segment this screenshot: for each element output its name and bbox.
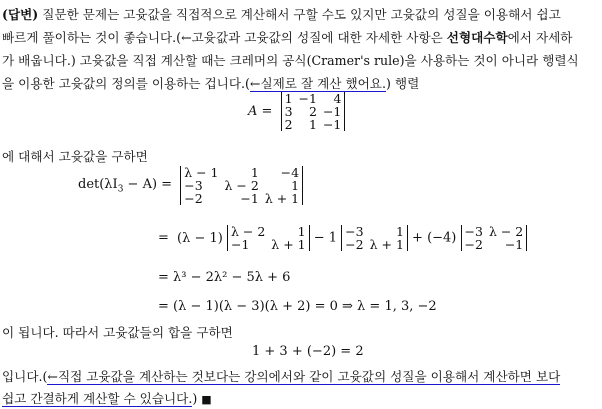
matrix-cell: −3 <box>464 224 483 239</box>
qed-mark: ■ <box>201 393 212 406</box>
line-text: 이 됩니다. 따라서 고윳값들의 합을 구하면 <box>2 325 233 340</box>
matrix-cell: 1 <box>291 178 300 193</box>
line-text: 을 이용한 고윳값의 정의를 이용하는 겁니다.( <box>2 76 250 91</box>
emphasis-linear-algebra: 선형대수학 <box>446 30 508 45</box>
matrix-cell: −1 <box>231 237 250 252</box>
sum-equation <box>252 344 364 359</box>
matrix-row <box>342 238 408 251</box>
det-lhs-sub: 3 <box>117 184 124 195</box>
matrix-cell: −2 <box>464 237 483 252</box>
factored-line <box>158 299 437 314</box>
det-lhs <box>78 176 173 195</box>
line-text: 입니다.( <box>2 369 48 384</box>
matrix-cell: 4 <box>333 91 342 106</box>
matrix-row <box>181 192 303 205</box>
paragraph-line-1 <box>2 4 561 23</box>
determinant-equation <box>78 166 303 205</box>
paragraph-line-8 <box>2 388 212 407</box>
matrix-cell: λ + 1 <box>264 191 300 206</box>
matrix-cell: −1 <box>322 117 342 132</box>
matrix-cell: 1 <box>395 224 404 239</box>
matrix-cell: 2 <box>309 104 317 119</box>
paragraph-line-2 <box>2 27 572 46</box>
matrix-cell: 1 <box>309 117 317 132</box>
minor-2 <box>341 225 408 251</box>
matrix-cell: λ + 1 <box>271 237 306 252</box>
answer-label: (답변) <box>2 7 39 22</box>
matrix-cell: λ − 1 <box>184 165 219 180</box>
matrix-cell: −3 <box>345 224 364 239</box>
paragraph-line-6 <box>2 322 233 341</box>
line-text: 에 대해서 고윳값을 구하면 <box>2 149 148 164</box>
line-text: 빠르게 풀이하는 것이 좋습니다.(←고윳값과 고윳값의 성질에 대한 자세한 사항은 <box>2 30 447 45</box>
sum-text: 1 + 3 + (−2) = 2 <box>252 344 364 359</box>
underlined-note: ←실제로 잘 계산 했어요. <box>249 76 386 91</box>
equals-sign: = <box>158 230 169 246</box>
underlined-note-2: 쉽고 간결하게 계산할 수 있습니다. <box>2 391 193 406</box>
matrix-cell: −2 <box>184 191 203 206</box>
matrix-cell: −3 <box>184 178 203 193</box>
underlined-note-1: ←직접 고윳값을 계산하는 것보다는 강의에서와 같이 고윳값의 성질을 이용해서 계산하면 보다 <box>47 369 561 384</box>
det-lhs-end: − A) = <box>123 176 173 192</box>
coefficient-3: + (−4) <box>412 230 457 246</box>
line-text: ) 행렬 <box>385 76 420 91</box>
minor-1 <box>227 225 310 251</box>
paragraph-line-3 <box>2 50 579 69</box>
matrix-row <box>281 118 345 131</box>
matrix-row <box>228 238 310 251</box>
matrix-a-equation <box>248 92 345 131</box>
matrix-cell: 1 <box>284 91 293 106</box>
matrix-cell: λ − 2 <box>224 178 259 193</box>
line-text: 가 배웁니다.) 고윳값을 직접 계산할 때는 크레머의 공식(Cramer's rule)을 사용하는 것이 아니라 행렬식 <box>2 53 579 68</box>
matrix-a <box>281 92 346 131</box>
matrix-a-lhs: A = <box>248 104 273 119</box>
matrix-cell: 1 <box>297 224 306 239</box>
line-text: 질문한 문제는 고윳값을 직접적으로 계산해서 구할 수도 있지만 고윳값의 성질을 이용해서 쉽고 <box>38 7 561 22</box>
matrix-cell: λ − 2 <box>231 224 266 239</box>
matrix-cell: −1 <box>298 91 317 106</box>
line-text: 에서 자세하 <box>507 30 573 45</box>
det-lhs-text: det(λI <box>78 176 118 192</box>
cofactor-expansion <box>158 225 527 251</box>
matrix-cell: −4 <box>280 165 300 180</box>
minor-3 <box>461 225 528 251</box>
paragraph-line-7 <box>2 366 560 385</box>
matrix-cell: −1 <box>504 237 524 252</box>
matrix-cell: 3 <box>284 104 293 119</box>
matrix-cell: 1 <box>250 165 259 180</box>
matrix-cell: −1 <box>322 104 342 119</box>
matrix-cell: −1 <box>240 191 259 206</box>
paragraph-line-4 <box>2 73 419 92</box>
matrix-row <box>461 238 527 251</box>
matrix-cell: 2 <box>284 117 293 132</box>
matrix-cell: −2 <box>345 237 364 252</box>
polynomial-line <box>158 270 290 285</box>
polynomial-text: = λ³ − 2λ² − 5λ + 6 <box>158 270 291 285</box>
line-text: ) <box>192 391 198 406</box>
coefficient-1: (λ − 1) <box>177 230 223 246</box>
paragraph-line-5 <box>2 146 148 165</box>
determinant-matrix <box>180 166 303 205</box>
factored-text: = (λ − 1)(λ − 3)(λ + 2) = 0 ⇒ λ = 1, 3, −2 <box>158 299 437 314</box>
matrix-cell: λ + 1 <box>369 237 404 252</box>
coefficient-2: − 1 <box>313 230 338 246</box>
matrix-cell: λ − 2 <box>488 224 524 239</box>
